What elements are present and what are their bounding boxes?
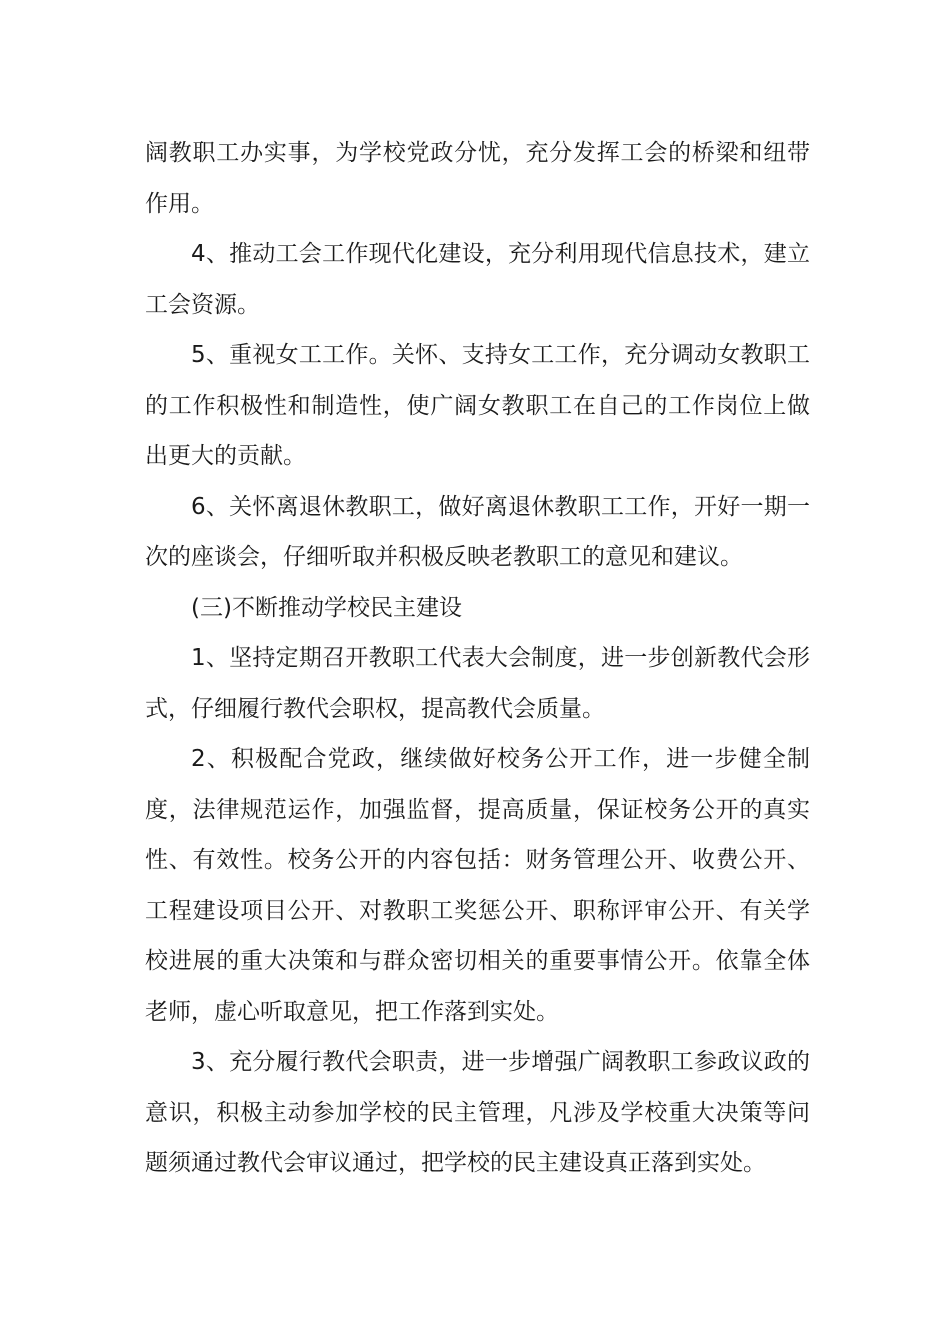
- paragraph-item-5: 5、重视女工工作。关怀、支持女工工作，充分调动女教职工的工作积极性和制造性，使广阔女教职工在自己的工作岗位上做出更大的贡献。: [145, 342, 810, 469]
- document-body: [145, 128, 810, 1189]
- paragraph-item-1: 1、坚持定期召开教职工代表大会制度，进一步创新教代会形式，仔细履行教代会职权，提高教代会质量。: [145, 645, 810, 722]
- paragraph-continuation: 阔教职工办实事，为学校党政分忧，充分发挥工会的桥梁和纽带作用。: [145, 140, 810, 217]
- section-heading: (三)不断推动学校民主建设: [191, 594, 462, 621]
- paragraph-item-3: 3、充分履行教代会职责，进一步增强广阔教职工参政议政的意识，积极主动参加学校的民主管理，凡涉及学校重大决策等问题须通过教代会审议通过，把学校的民主建设真正落到实处。: [145, 1049, 810, 1176]
- paragraph-item-4: 4、推动工会工作现代化建设，充分利用现代信息技术，建立工会资源。: [145, 241, 810, 318]
- paragraph-item-2: 2、积极配合党政，继续做好校务公开工作，进一步健全制度，法律规范运作，加强监督，提高质量，保证校务公开的真实性、有效性。校务公开的内容包括：财务管理公开、收费公开、工程建设项目公开、对教职工奖惩公开、职称评审公开、有关学校进展的重大决策和与群众密切相关的重要事情公开。依靠全体老师，虚心听取意见，把工作落到实处。: [145, 746, 810, 1025]
- paragraph-item-6: 6、关怀离退休教职工，做好离退休教职工工作，开好一期一次的座谈会，仔细听取并积极反映老教职工的意见和建议。: [145, 493, 810, 570]
